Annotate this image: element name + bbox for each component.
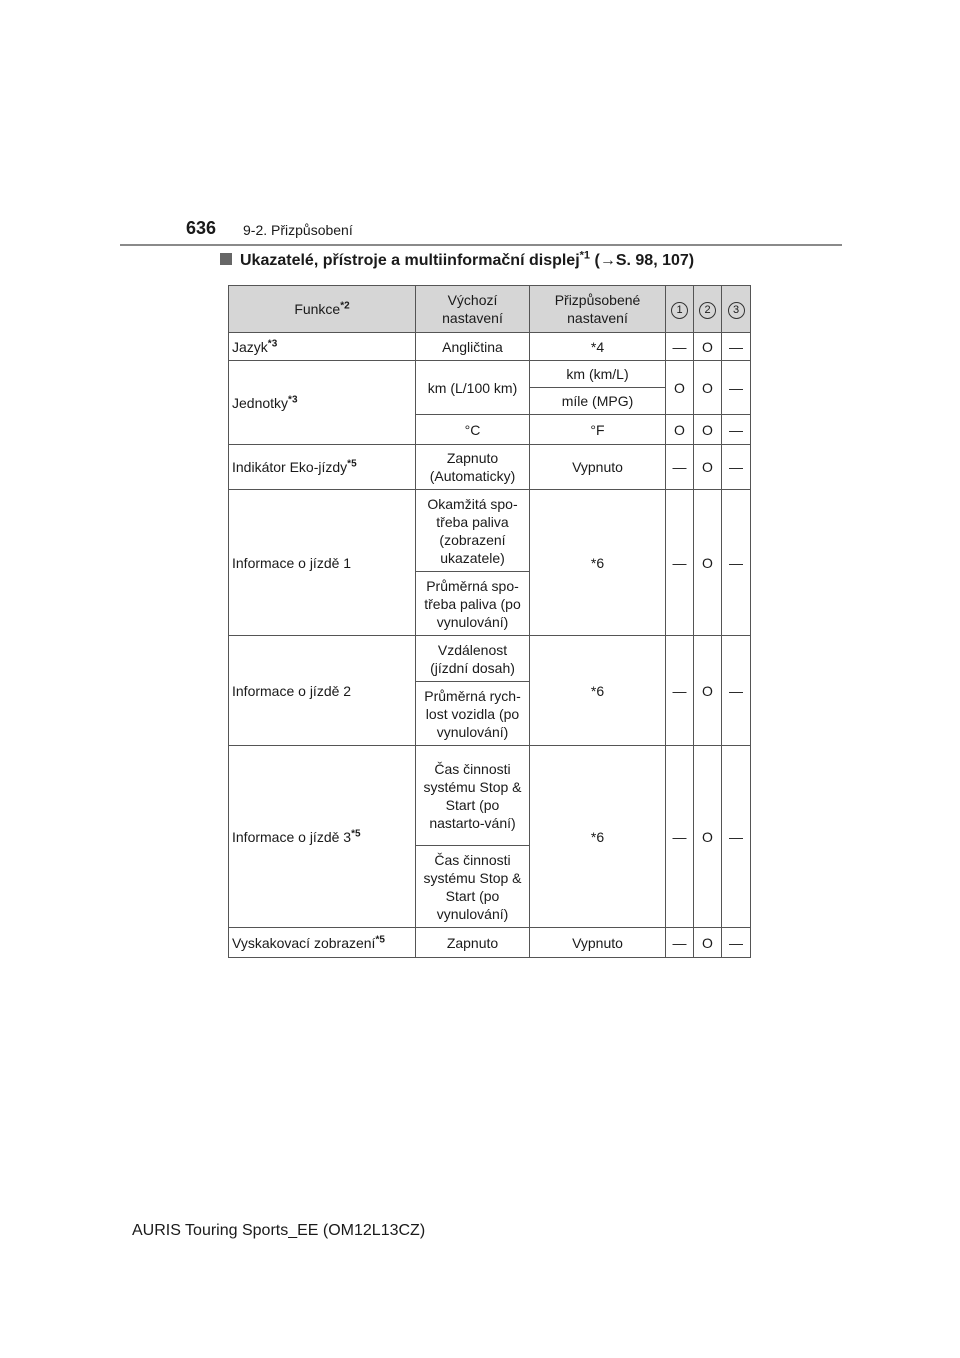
header-custom: Přizpůsobené nastavení xyxy=(530,286,666,333)
cell-function: Informace o jízdě 1 xyxy=(229,490,416,636)
cell-custom: míle (MPG) xyxy=(530,388,666,415)
square-bullet-icon xyxy=(220,253,232,265)
cell-custom: °F xyxy=(530,415,666,445)
arrow-right-icon: → xyxy=(599,252,616,269)
cell-mark-3: — xyxy=(722,361,751,415)
cell-function: Indikátor Eko-jízdy$^{*5}$ xyxy=(229,445,416,490)
header-default: Výchozí nastavení xyxy=(416,286,530,333)
cell-function: Informace o jízdě 3$^{*5}$ xyxy=(229,746,416,928)
table-row xyxy=(229,490,751,572)
cell-mark-2: O xyxy=(694,928,722,958)
footer-model-code: AURIS Touring Sports_EE (OM12L13CZ) xyxy=(132,1222,426,1239)
cell-mark-3: — xyxy=(722,746,751,928)
cell-mark-3: — xyxy=(722,415,751,445)
cell-mark-1: — xyxy=(666,490,694,636)
cell-custom: Vypnuto xyxy=(530,928,666,958)
cell-custom: Vypnuto xyxy=(530,445,666,490)
cell-default: Zapnuto xyxy=(416,928,530,958)
header-col-1 xyxy=(666,286,694,333)
header-function: Funkce$^{*2}$ xyxy=(229,286,416,333)
cell-default: Průměrná rych-lost vozidla (po vynulování) xyxy=(416,682,530,746)
cell-mark-2: O xyxy=(694,333,722,361)
cell-default: Čas činnosti systému Stop & Start (po nastarto-vání) xyxy=(416,746,530,846)
cell-default: Čas činnosti systému Stop & Start (po vynulování) xyxy=(416,846,530,928)
cell-mark-1: — xyxy=(666,445,694,490)
cell-mark-1: O xyxy=(666,415,694,445)
table-row xyxy=(229,445,751,490)
cell-mark-3: — xyxy=(722,445,751,490)
table-row xyxy=(229,361,751,388)
cell-default: Angličtina xyxy=(416,333,530,361)
cell-custom: *4 xyxy=(530,333,666,361)
table-row xyxy=(229,636,751,682)
cell-mark-1: — xyxy=(666,333,694,361)
heading-note: *1 xyxy=(579,249,591,262)
section-heading xyxy=(220,249,695,270)
cell-mark-3: — xyxy=(722,490,751,636)
circled-2-icon: 2 xyxy=(699,302,716,319)
circled-1-icon: 1 xyxy=(671,302,688,319)
cell-custom: km (km/L) xyxy=(530,361,666,388)
cell-function: Jednotky$^{*3}$ xyxy=(229,361,416,445)
settings-table xyxy=(228,285,751,958)
circled-3-icon: 3 xyxy=(728,302,745,319)
cell-mark-1: O xyxy=(666,361,694,415)
table-row xyxy=(229,746,751,846)
heading-ref-text: S. 98, 107) xyxy=(615,252,695,269)
table-row xyxy=(229,928,751,958)
cell-mark-1: — xyxy=(666,746,694,928)
page-number: 636 xyxy=(186,218,217,238)
cell-mark-2: O xyxy=(694,636,722,746)
cell-custom: *6 xyxy=(530,746,666,928)
header-col-3 xyxy=(722,286,751,333)
cell-mark-3: — xyxy=(722,636,751,746)
heading-ref-open: ( xyxy=(590,252,600,269)
cell-mark-2: O xyxy=(694,445,722,490)
cell-default: Průměrná spo-třeba paliva (po vynulování) xyxy=(416,572,530,636)
cell-mark-3: — xyxy=(722,333,751,361)
cell-mark-1: — xyxy=(666,636,694,746)
header-col-2 xyxy=(694,286,722,333)
cell-mark-1: — xyxy=(666,928,694,958)
cell-default: Vzdálenost (jízdní dosah) xyxy=(416,636,530,682)
cell-function: Informace o jízdě 2 xyxy=(229,636,416,746)
cell-function: Vyskakovací zobrazení$^{*5}$ xyxy=(229,928,416,958)
cell-custom: *6 xyxy=(530,636,666,746)
cell-default: Okamžitá spo-třeba paliva (zobrazení ukazatele) xyxy=(416,490,530,572)
cell-mark-2: O xyxy=(694,746,722,928)
cell-default: km (L/100 km) xyxy=(416,361,530,415)
cell-mark-3: — xyxy=(722,928,751,958)
cell-mark-2: O xyxy=(694,415,722,445)
cell-custom: *6 xyxy=(530,490,666,636)
table-header-row xyxy=(229,286,751,333)
cell-default: Zapnuto (Automaticky) xyxy=(416,445,530,490)
cell-default: °C xyxy=(416,415,530,445)
cell-function: Jazyk$^{*3}$ xyxy=(229,333,416,361)
cell-mark-2: O xyxy=(694,490,722,636)
heading-text: Ukazatelé, přístroje a multiinformační displej xyxy=(240,252,580,269)
cell-mark-2: O xyxy=(694,361,722,415)
section-label: 9-2. Přizpůsobení xyxy=(243,222,353,238)
table-row xyxy=(229,333,751,361)
header-divider xyxy=(120,244,842,246)
